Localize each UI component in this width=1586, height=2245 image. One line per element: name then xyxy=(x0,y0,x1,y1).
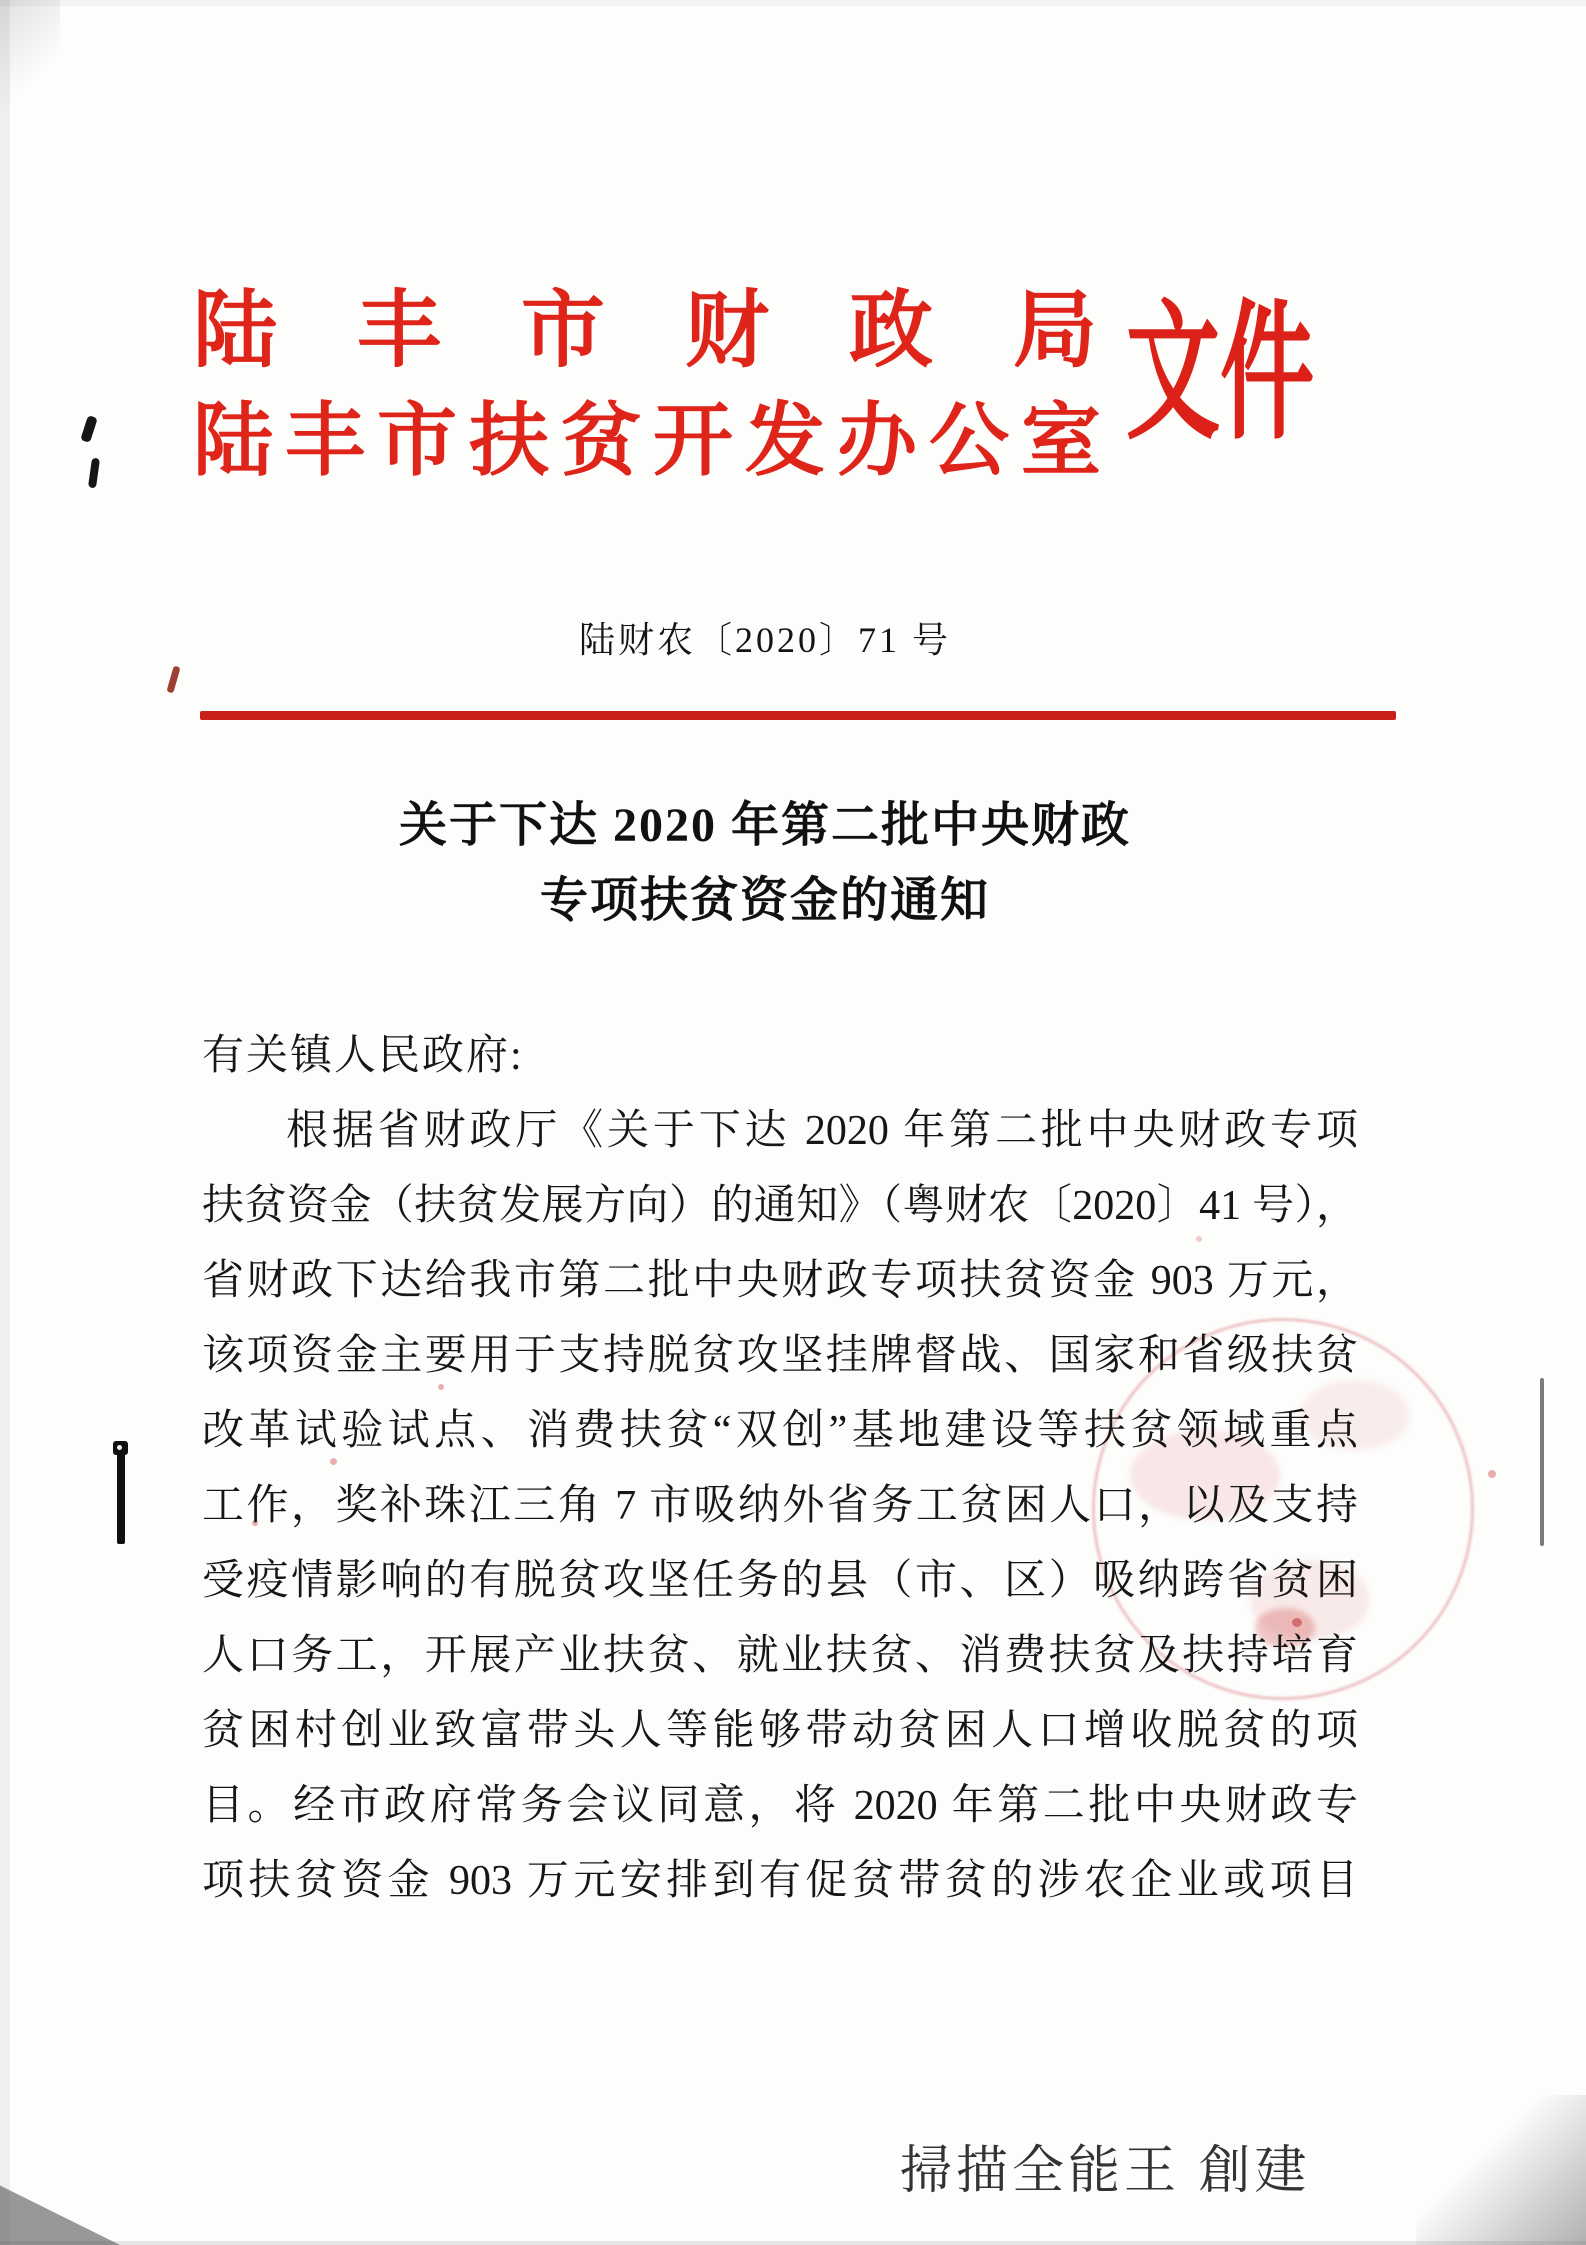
scan-edge-top xyxy=(0,0,1586,6)
letterhead-org-line2: 陆丰市扶贫开发办公室 xyxy=(193,398,1113,486)
camscanner-watermark: 掃描全能王 創建 xyxy=(900,2142,1311,2200)
body-line: 贫困村创业致富带头人等能够带动贫困人口增收脱贫的项 xyxy=(202,1708,1358,1754)
binding-mark xyxy=(88,458,100,489)
red-divider-line xyxy=(200,711,1396,720)
staple-mark xyxy=(117,1450,125,1544)
body-line: 工作，奖补珠江三角 7 市吸纳外省务工贫困人口，以及支持 xyxy=(202,1483,1358,1529)
letterhead-org-line1: 陆丰市财政局 xyxy=(193,285,1178,378)
binding-mark xyxy=(80,415,98,443)
body-line: 该项资金主要用于支持脱贫攻坚挂牌督战、国家和省级扶贫 xyxy=(202,1333,1358,1379)
body-line: 省财政下达给我市第二批中央财政专项扶贫资金 903 万元， xyxy=(202,1258,1358,1304)
body-line: 项扶贫资金 903 万元安排到有促贫带贫的涉农企业或项目 xyxy=(202,1858,1358,1904)
body-paragraph xyxy=(202,1094,1358,1919)
letterhead-doc-word: 文件 xyxy=(1126,291,1315,459)
staple-mark-head xyxy=(113,1441,128,1455)
document-title xyxy=(140,788,1390,938)
body-line: 改革试验试点、消费扶贫“双创”基地建设等扶贫领域重点 xyxy=(202,1408,1358,1454)
body-line: 人口务工，开展产业扶贫、就业扶贫、消费扶贫及扶持培育 xyxy=(202,1633,1358,1679)
body-line: 扶贫资金（扶贫发展方向）的通知》（粤财农〔2020〕41 号）， xyxy=(202,1183,1358,1229)
scan-line-artifact xyxy=(1540,1378,1544,1546)
document-title-line2: 专项扶贫资金的通知 xyxy=(539,874,990,927)
scan-corner-shadow-top-left xyxy=(0,0,60,130)
ink-speck xyxy=(1488,1470,1496,1478)
scan-edge-bottom xyxy=(0,2241,1586,2245)
red-pen-mark xyxy=(166,666,180,694)
scan-edge-left xyxy=(0,0,10,2245)
doc-number: 陆财农〔2020〕71 号 xyxy=(578,620,951,660)
scan-corner-shadow-bottom-left xyxy=(0,2160,120,2245)
document-title-line1: 关于下达 2020 年第二批中央财政 xyxy=(398,799,1131,852)
scan-corner-shadow-bottom-right xyxy=(1416,2095,1586,2245)
body-line: 根据省财政厅《关于下达 2020 年第二批中央财政专项 xyxy=(286,1108,1358,1154)
body-line: 目。经市政府常务会议同意，将 2020 年第二批中央财政专 xyxy=(202,1783,1358,1829)
body-salutation: 有关镇人民政府: xyxy=(202,1033,524,1079)
body-line: 受疫情影响的有脱贫攻坚任务的县（市、区）吸纳跨省贫困 xyxy=(202,1558,1358,1604)
